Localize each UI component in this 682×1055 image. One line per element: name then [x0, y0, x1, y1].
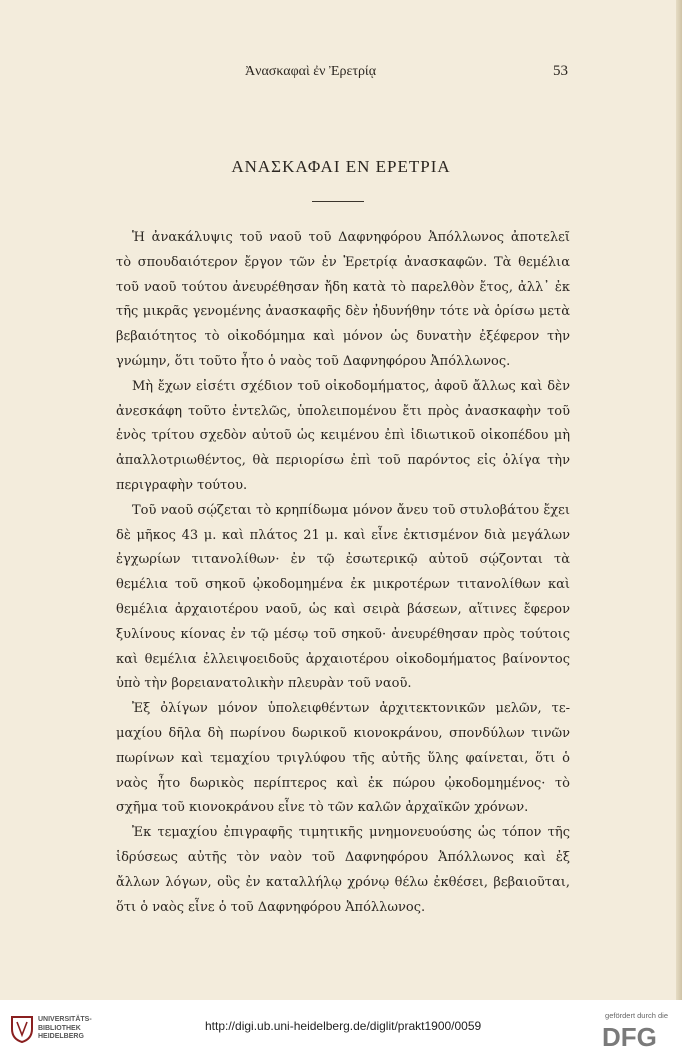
university-seal-icon — [10, 1013, 34, 1043]
page-number: 53 — [553, 63, 568, 79]
page-edge-shadow — [676, 0, 682, 1000]
paragraph-3: Τοῦ ναοῦ σῴζεται τὸ κρηπίδωμα μόνον ἄνευ τοῦ στυλοβάτου ἔχει δὲ μῆκος 43 μ. καὶ πλάτος 21 μ. καὶ εἶνε ἐκτισμένον διὰ μεγάλων ἐγχωρίων τιτανολίθων· ἐν τῷ ἐσωτερικῷ αὐτοῦ σῴζονται τὰ θεμέλια τοῦ σηκοῦ ᾠκοδομημένα ἐκ μικροτέρων τιτανολίθων καὶ θεμέλια ἀρχαιοτέρου ναοῦ, ὡς καὶ σειρὰ βάσεων, αἵτινες ἔφερον ξυλίνους κίονας ἐν τῷ μέσῳ τοῦ σηκοῦ· ἀνευρέθησαν πρὸς τούτοις καὶ θεμέλια ἐλλειψοειδοῦς ἀρχαιοτέρου οἰκοδομήματος βαίνοντος ὑπὸ τὴν βορειανατολικὴν πλευρὰν τοῦ ναοῦ. — [116, 502, 570, 692]
dfg-logo-text: DFG — [602, 1023, 657, 1049]
chapter-title: ΑΝΑΣΚΑΦΑΙ ΕΝ ΕΡΕΤΡΙΑ — [231, 157, 451, 176]
funded-by-label: gefördert durch die — [605, 1011, 668, 1020]
running-head: Ἀνασκαφαὶ ἐν Ἐρετρίᾳ — [245, 64, 377, 79]
paragraph-2: Μὴ ἔχων εἰσέτι σχέδιον τοῦ οἰκοδομήματος, ἀφοῦ ἄλλως καὶ δὲν ἀνεσκάφη τοῦτο ἐντελῶς, ὑπολειπομένου ἔτι πρὸς ἀνασκαφὴν τοῦ ἑνὸς τρίτου σχεδὸν αὐτοῦ ὡς κειμένου ἐπὶ ἰδιωτικοῦ οἰκοπέδου μὴ ἀπαλλοτριωθέντος, θὰ περιορίσω ἐπὶ τοῦ παρόντος εἰς ὀλίγα τὴν περιγραφὴν τούτου. — [116, 378, 570, 493]
permalink-url[interactable]: http://digi.ub.uni-heidelberg.de/diglit/prakt1900/0059 — [205, 1019, 482, 1033]
title-divider — [312, 201, 364, 202]
paragraph-5: Ἐκ τεμαχίου ἐπιγραφῆς τιμητικῆς μνημονευούσης ὡς τόπον τῆς ἱδρύσεως αὐτῆς τὸν ναὸν τοῦ Δαφνηφόρου Ἀπόλλωνος καὶ ἐξ ἄλλων λόγων, οὓς ἐν καταλλήλῳ χρόνῳ θέλω ἐκθέσει, βεβαιοῦται, ὅτι ὁ ναὸς εἶνε ὁ τοῦ Δαφνηφόρου Ἀπόλλωνος. — [116, 825, 570, 915]
body-text — [116, 226, 570, 920]
dfg-logo-icon[interactable] — [600, 1023, 670, 1049]
paragraph-1: Ἡ ἀνακάλυψις τοῦ ναοῦ τοῦ Δαφνηφόρου Ἀπόλλωνος ἀποτελεῖ τὸ σπουδαιότερον ἔργον τῶν ἐν Ἐρετρίᾳ ἀνασκαφῶν. Τὰ θεμέλια τοῦ ναοῦ τούτου ἀνευρέθησαν ἤδη κατὰ τὸ παρελθὸν ἔτος, ἀλλ᾽ ἐκ τῆς μικρᾶς γενομένης ἀνασκαφῆς δὲν ἠδυνήθην τότε νὰ ὁρίσω μετὰ βεβαιότητος τὸ οἰκοδόμημα καὶ μόνον ὡς δυνατὴν ἐξέφερον τὴν γνώμην, ὅτι τοῦτο ἦτο ὁ ναὸς τοῦ Δαφνηφόρου Ἀπόλλωνος. — [116, 230, 570, 369]
library-name: UNIVERSITÄTS- BIBLIOTHEK HEIDELBERG — [38, 1016, 92, 1040]
viewer-footer — [0, 1000, 682, 1055]
paragraph-4: Ἐξ ὀλίγων μόνον ὑπολειφθέντων ἀρχιτεκτονικῶν μελῶν, τεμαχίου δῆλα δὴ πωρίνου δωρικοῦ κιονοκράνου, σπονδύλων τινῶν πωρίνων καὶ τεμαχίου τριγλύφου τῆς αὐτῆς ὕλης φαίνεται, ὅτι ὁ ναὸς ἦτο δωρικὸς περίπτερος καὶ ἐκ πώρου ᾠκοδομημένος· τὸ σχῆμα τοῦ κιονοκράνου εἶνε τὸ τῶν καλῶν ἀρχαϊκῶν χρόνων. — [116, 701, 570, 816]
